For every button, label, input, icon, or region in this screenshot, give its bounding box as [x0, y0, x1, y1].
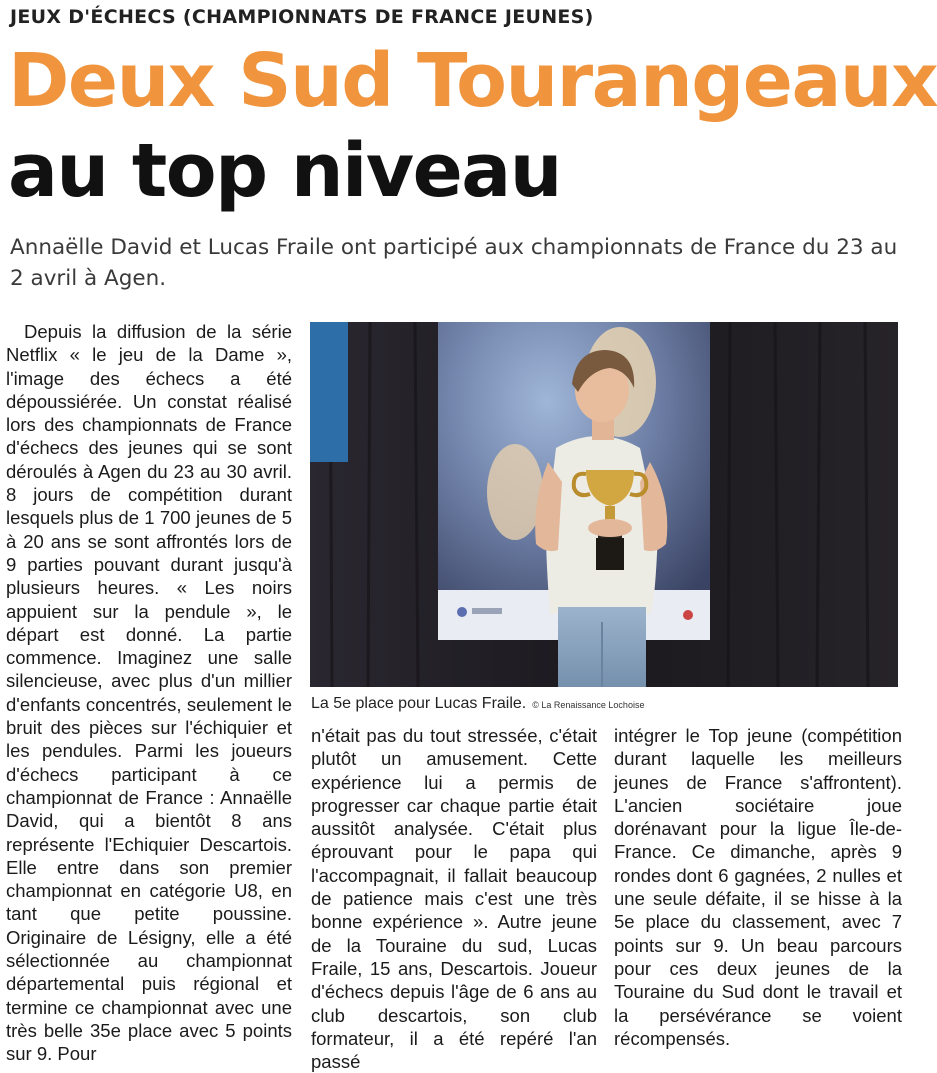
article-column-2: n'était pas du tout stressée, c'était plutôt un amusement. Cette expérience lui a permis de progresser car chaque partie était aussitôt analysée. C'était plus éprouvant pour le papa qui l'accompagnait, il fallait beaucoup de patience mais c'est une très bonne expérience ». Autre jeune de la Touraine du sud, Lucas Fraile, 15 ans, Descartois. Joueur d'échecs depuis l'âge de 6 ans au club descartois, son club formateur, il a été repéré l'an passé [311, 725, 597, 1073]
photo-credit: © La Renaissance Lochoise [532, 700, 645, 710]
article-column-1: Depuis la diffusion de la série Netflix « le jeu de la Dame », l'image des échecs a été dépoussiérée. Un constat réalisé lors des championnats de France d'échecs des jeunes qui se sont déroulés à Agen du 23 au 30 avril. 8 jours de compétition durant lesquels plus de 1 700 jeunes de 5 à 20 ans se sont affrontés lors de 9 parties pouvant durant jusqu'à plusieurs heures. « Les noirs appuient sur la pendule », le départ est donné. La partie commence. Imaginez une salle silencieuse, avec plus d'un millier d'enfants concentrés, seulement le bruit des pièces sur l'échiquier et les pendules. Parmi les joueurs d'échecs participant à ce championnat de France : Annaëlle David, qui a bientôt 8 ans représente l'Echiquier Descartois. Elle entre dans son premier championnat en catégorie U8, en tant que petite poussine. Originaire de Lésigny, elle a été sélectionnée au championnat départemental puis régional et termine ce championnat avec une très belle 35e place avec 5 points sur 9. Pour [6, 321, 292, 1065]
photo-caption [311, 695, 901, 713]
caption-text: La 5e place pour Lucas Fraile. [311, 695, 527, 712]
article-kicker: JEUX D'ÉCHECS (CHAMPIONNATS DE FRANCE JEUNES) [10, 6, 594, 28]
article-column-3: intégrer le Top jeune (compétition durant laquelle les meilleurs jeunes de France s'affrontent). L'ancien sociétaire joue dorénavant pour la ligue Île-de-France. Ce dimanche, après 9 rondes dont 6 gagnées, 2 nulles et une seule défaite, il se hisse à la 5e place du classement, avec 7 points sur 9. Un beau parcours pour ces deux jeunes de la Touraine du Sud dont le travail et la persévérance se voient récompensés. [614, 725, 902, 1049]
photo-illustration [310, 322, 898, 687]
article-photo [310, 322, 898, 687]
article-standfirst: Annaëlle David et Lucas Fraile ont participé aux championnats de France du 23 au 2 avril à Agen. [10, 235, 898, 291]
headline-line-1: Deux Sud Tourangeaux [8, 38, 937, 124]
headline-line-2: au top niveau [8, 128, 561, 214]
